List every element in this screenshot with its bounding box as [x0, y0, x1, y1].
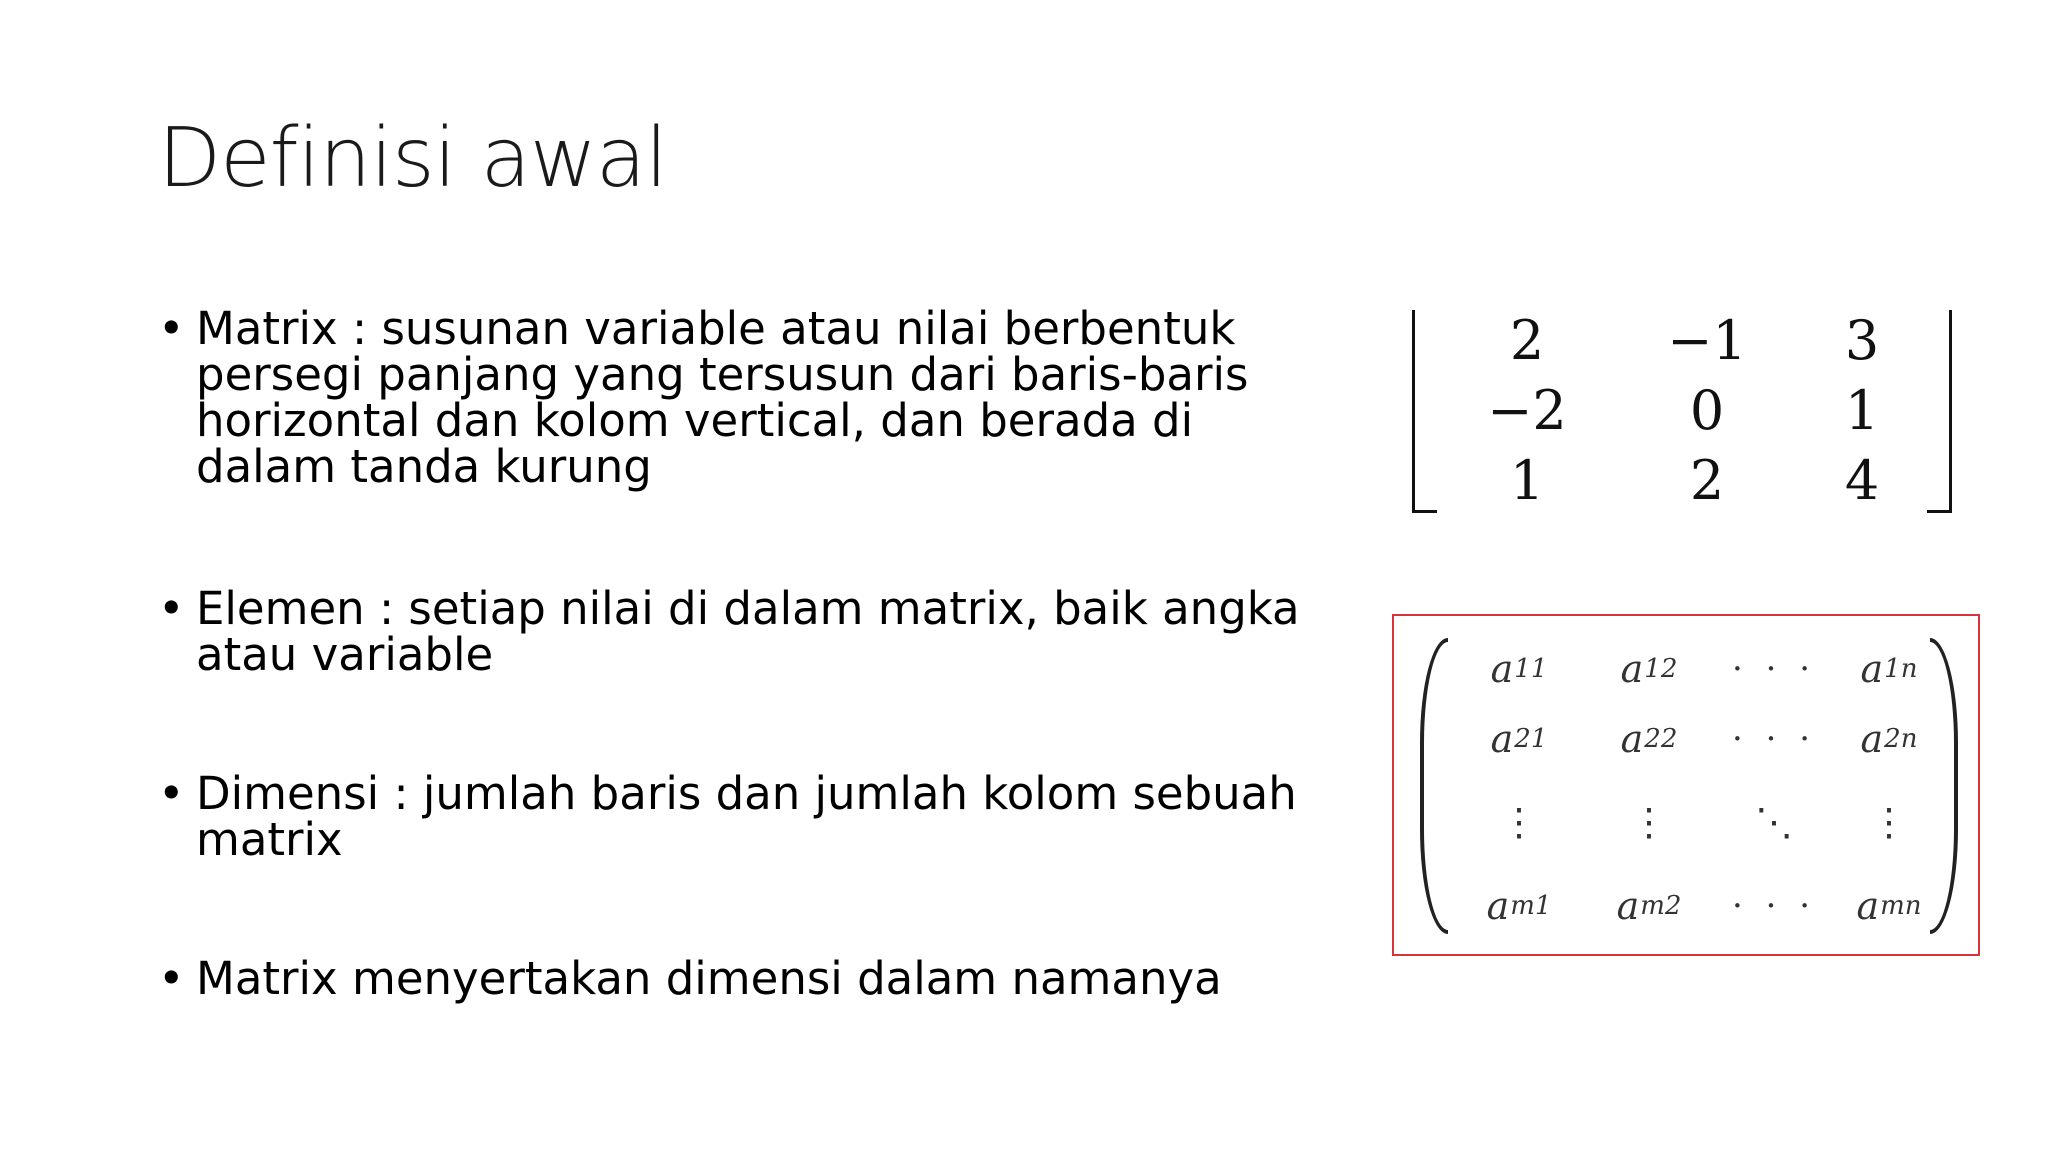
matrix-element: [1454, 704, 1584, 774]
bullet-marker: •: [158, 952, 185, 1005]
element-base: a: [1860, 717, 1884, 761]
matrix-element: [1834, 870, 1944, 942]
ellipsis-symbol: ⋮: [1500, 800, 1538, 844]
element-subscript: mn: [1880, 891, 1922, 921]
ellipsis-symbol: ⋮: [1870, 800, 1908, 844]
element-subscript: 1n: [1884, 654, 1918, 684]
bullet-item-nama: [158, 952, 1358, 1005]
left-parenthesis: [1420, 638, 1448, 934]
left-bracket: [1412, 310, 1437, 513]
general-matrix-image: [1392, 614, 1980, 956]
bullet-text: Matrix : susunan variable atau nilai berbentuk persegi panjang yang tersusun dari baris-baris horizontal dan kolom vertical, dan berada di dalam tanda kurung: [196, 302, 1249, 493]
element-base: a: [1856, 884, 1880, 928]
bullet-item-dimensi: [158, 767, 1358, 866]
matrix-ellipsis: [1714, 870, 1834, 942]
matrix-cell: 0: [1689, 379, 1725, 442]
bullet-marker: •: [158, 767, 185, 820]
example-matrix-grid: [1442, 306, 1922, 514]
matrix-cell: 3: [1844, 309, 1880, 372]
matrix-cell: 1: [1844, 379, 1880, 442]
ellipsis-symbol: ⋮: [1630, 800, 1668, 844]
element-base: a: [1616, 884, 1640, 928]
ellipsis-symbol: ⋱: [1755, 800, 1793, 844]
bullet-text: Dimensi : jumlah baris dan jumlah kolom sebuah matrix: [196, 767, 1297, 866]
element-base: a: [1620, 647, 1644, 691]
element-subscript: 11: [1514, 654, 1548, 684]
matrix-element: [1584, 870, 1714, 942]
matrix-cell: 2: [1689, 449, 1725, 512]
matrix-cell: 1: [1509, 449, 1545, 512]
slide-title: Definisi awal: [158, 111, 667, 206]
element-base: a: [1620, 717, 1644, 761]
ellipsis-symbol: · · ·: [1731, 886, 1817, 926]
example-matrix: [1412, 306, 1952, 514]
matrix-cell: −1: [1667, 309, 1747, 372]
element-subscript: 21: [1514, 724, 1548, 754]
element-base: a: [1860, 647, 1884, 691]
matrix-ellipsis: [1714, 774, 1834, 870]
element-subscript: 2n: [1884, 724, 1918, 754]
general-matrix-grid: [1454, 634, 1944, 942]
matrix-element: [1454, 870, 1584, 942]
element-subscript: 12: [1644, 654, 1678, 684]
bullet-item-matrix: [158, 302, 1358, 493]
bullet-marker: •: [158, 302, 185, 355]
matrix-ellipsis: [1584, 774, 1714, 870]
matrix-element: [1834, 634, 1944, 704]
bullet-marker: •: [158, 582, 185, 635]
matrix-element: [1834, 704, 1944, 774]
matrix-cell: −2: [1487, 379, 1567, 442]
ellipsis-symbol: · · ·: [1731, 649, 1817, 689]
matrix-ellipsis: [1454, 774, 1584, 870]
matrix-element: [1584, 634, 1714, 704]
bullet-text: Matrix menyertakan dimensi dalam namanya: [196, 952, 1222, 1005]
element-base: a: [1490, 717, 1514, 761]
matrix-ellipsis: [1714, 634, 1834, 704]
matrix-element: [1584, 704, 1714, 774]
bullet-item-elemen: [158, 582, 1358, 681]
right-bracket: [1927, 310, 1952, 513]
matrix-cell: 2: [1509, 309, 1545, 372]
ellipsis-symbol: · · ·: [1731, 719, 1817, 759]
matrix-element: [1454, 634, 1584, 704]
element-subscript: m2: [1640, 891, 1682, 921]
element-base: a: [1490, 647, 1514, 691]
matrix-ellipsis: [1834, 774, 1944, 870]
bullet-text: Elemen : setiap nilai di dalam matrix, baik angka atau variable: [196, 582, 1300, 681]
element-subscript: m1: [1510, 891, 1552, 921]
matrix-ellipsis: [1714, 704, 1834, 774]
matrix-cell: 4: [1844, 449, 1880, 512]
element-subscript: 22: [1644, 724, 1678, 754]
element-base: a: [1486, 884, 1510, 928]
